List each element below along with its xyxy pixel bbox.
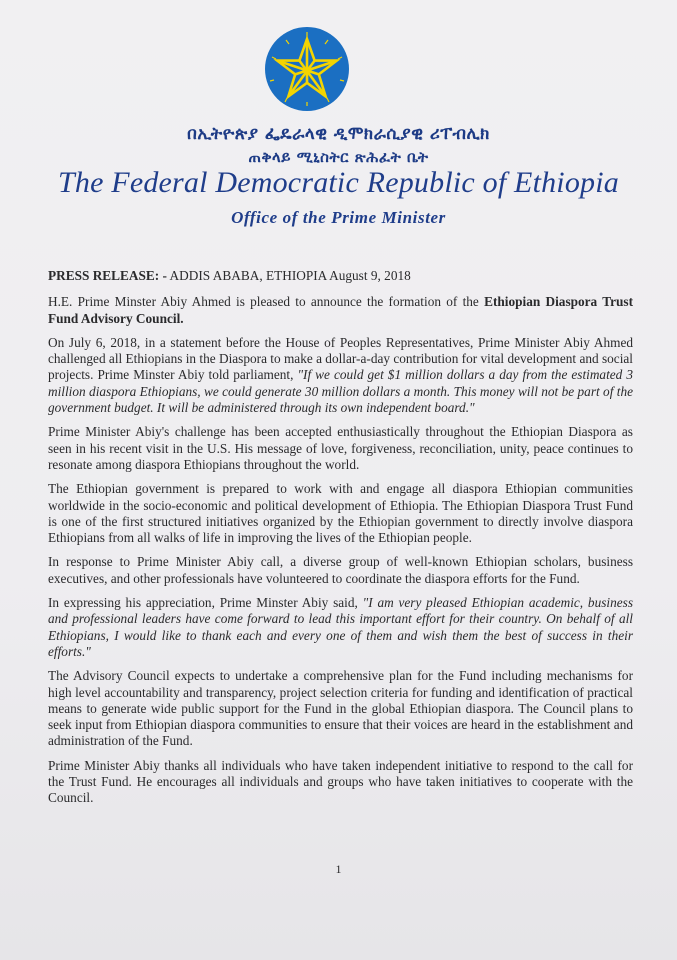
parliament-quote: "If we could get $1 million dollars a day from the estimated 3 million diaspora Ethiopians, we could generate 30 million dollars a month. This money will not be part of the government budget. It will be administered through its own independent board." (48, 367, 634, 416)
paragraph-4: The Ethiopian government is prepared to work with and engage all diaspora Ethiopian communities worldwide in the socio-economic and political development of Ethiopia. The Ethiopian Diaspora Trust Fund is one of the first structured initiatives organized by the Ethiopian government to directly involve diaspora Ethiopians from all walks of life in improving the lives of the Ethiopian people. (48, 481, 633, 546)
paragraph-2-text: On July 6, 2018, in a statement before the House of Peoples Representatives, Prime Minister Abiy Ahmed challenged all Ethiopians in the Diaspora to make a dollar-a-day contribution for vital development and social projects. Prime Minster Abiy told parliament, (48, 334, 633, 383)
paragraph-3: Prime Minister Abiy's challenge has been accepted enthusiastically throughout the Ethiopian Diaspora as seen in his recent visit in the U.S. His message of love, forgiveness, reconciliation, unity, peace continues to resonate among diaspora Ethiopians throughout the world. (48, 424, 633, 472)
paragraph-6-text: In expressing his appreciation, Prime Minster Abiy said, (48, 595, 363, 611)
release-dateline (48, 268, 633, 284)
country-name-script: The Federal Democratic Republic of Ethiopia (58, 166, 619, 199)
release-date: ADDIS ABABA, ETHIOPIA August 9, 2018 (166, 268, 411, 283)
paragraph-2 (48, 335, 633, 416)
paragraph-1 (48, 294, 633, 327)
office-title: Office of the Prime Minister (231, 208, 446, 227)
council-name: Ethiopian Diaspora Trust Fund Advisory Council. (48, 294, 634, 326)
paragraph-8: Prime Minister Abiy thanks all individuals who have taken independent initiative to respond to the call for the Trust Fund. He encourages all individuals and groups who have taken initiatives to cooperate with the Council. (48, 757, 633, 806)
paragraph-6 (48, 595, 633, 660)
release-label: PRESS RELEASE: - (48, 268, 167, 283)
ethiopian-emblem-icon (264, 26, 350, 112)
paragraph-1-text: H.E. Prime Minster Abiy Ahmed is pleased to announce the formation of the (48, 294, 485, 310)
release-body (48, 268, 633, 815)
amharic-country-name: በኢትዮጵያ ፌዴራላዊ ዲሞክራሲያዊ ሪፐብሊክ (187, 124, 490, 144)
appreciation-quote: "I am very pleased Ethiopian academic, business and professional leaders have come forward to lead this important effort for their country. On behalf of all Ethiopians, I would like to thank each and every one of them and wish them the best of success in their efforts." (48, 595, 633, 659)
paragraph-7: The Advisory Council expects to undertake a comprehensive plan for the Fund including mechanisms for high level accountability and transparency, project selection criteria for funding and identification of practical means to generate wide public support for the Fund in the global Ethiopian diaspora. The Council plans to seek input from Ethiopian diaspora communities to ensure that their voices are heard in the establishment and administration of the Fund. (48, 668, 633, 749)
paragraph-5: In response to Prime Minister Abiy call, a diverse group of well-known Ethiopian scholars, business executives, and other professionals have volunteered to coordinate the diaspora efforts for the Fund. (48, 554, 633, 586)
amharic-office-name: ጠቅላይ ሚኒስትር ጽሕፈት ቤት (248, 148, 429, 166)
page-number: 1 (335, 862, 342, 876)
